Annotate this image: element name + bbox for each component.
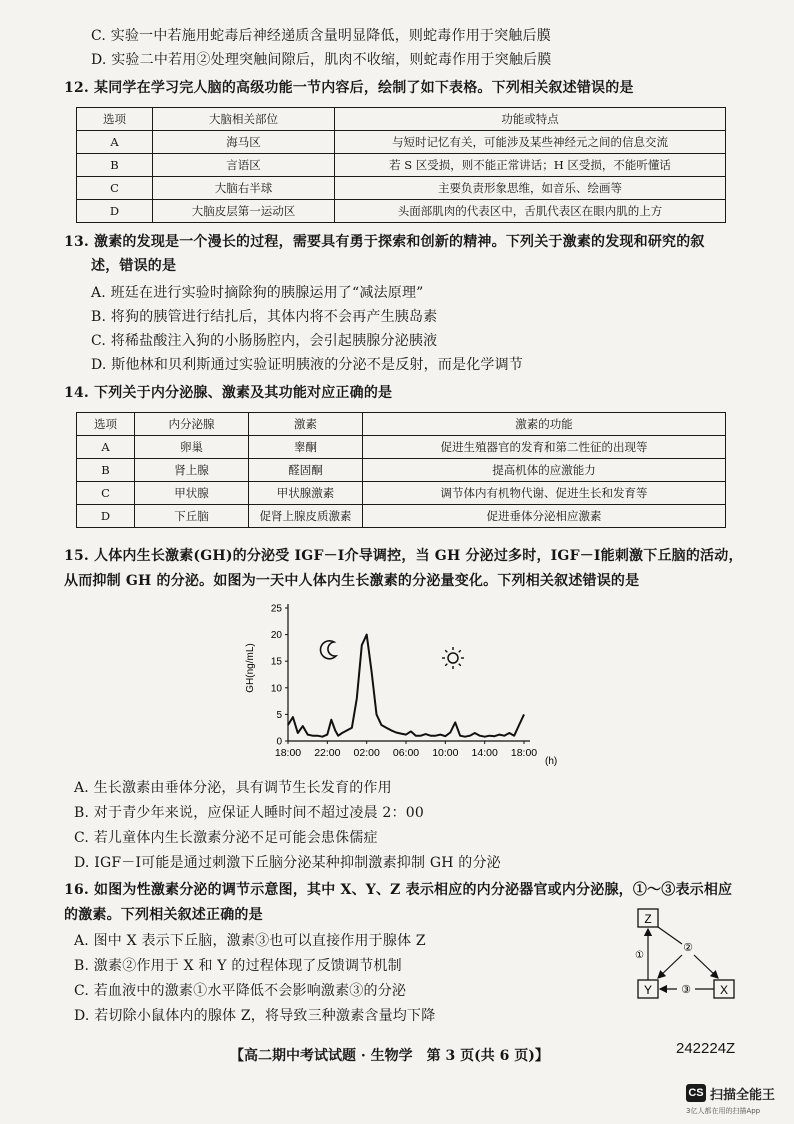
table-cell: C [77,177,153,200]
table-header: 激素的功能 [363,413,726,436]
table-row [77,177,726,200]
page-footer: 【高二期中考试试题 · 生物学 第 3 页(共 6 页)】 [230,1048,549,1064]
chart-axes [288,604,530,741]
x-tick-label: 06:00 [392,747,420,759]
q14-stem: 14. 下列关于内分泌腺、激素及其功能对应正确的是 [64,385,393,401]
table-cell: A [77,436,135,459]
x-tick-label: 18:00 [510,747,538,759]
table-row [77,154,726,177]
table-cell: 海马区 [153,131,335,154]
q11-option-c: C. 实验一中若施用蛇毒后神经递质含量明显降低，则蛇毒作用于突触后膜 [91,28,551,44]
table-cell: C [77,482,135,505]
gh-secretion-chart [240,598,570,770]
line-z-to-2 [658,927,682,944]
table-cell: 卵巢 [135,436,249,459]
table-cell: 主要负责形象思维，如音乐、绘画等 [335,177,726,200]
q15-option-b: B. 对于青少年来说，应保证人睡时间不超过凌晨 2：00 [74,805,424,821]
q13-option-b: B. 将狗的胰管进行结扎后，其体内将不会再产生胰岛素 [91,309,438,325]
x-tick-label: 10:00 [432,747,459,759]
table-row [77,200,726,223]
table-cell: B [77,459,135,482]
q16-option-b: B. 激素②作用于 X 和 Y 的过程体现了反馈调节机制 [74,958,402,974]
q16-option-d: D. 若切除小鼠体内的腺体 Z，将导致三种激素含量均下降 [74,1008,436,1024]
table-cell: 促进生殖器官的发育和第二性征的出现等 [363,436,726,459]
q13-option-d: D. 斯他林和贝利斯通过实验证明胰液的分泌不是反射，而是化学调节 [91,357,524,373]
q11-option-d: D. 实验二中若用②处理突触间隙后，肌肉不收缩，则蛇毒作用于突触后膜 [91,52,552,68]
table-cell: 头面部肌肉的代表区中，舌肌代表区在眼内肌的上方 [335,200,726,223]
x-tick-label: 02:00 [353,747,380,759]
table-cell: 醛固酮 [249,459,363,482]
q16-option-a: A. 图中 X 表示下丘脑，激素③也可以直接作用于腺体 Z [74,933,426,949]
q13-option-a: A. 班廷在进行实验时摘除狗的胰腺运用了“减法原理” [91,285,424,301]
node-x-label: X [719,983,729,997]
exam-code: 242224Z [676,1040,736,1057]
table-cell: 若 S 区受损，则不能正常讲话；H 区受损，不能听懂话 [335,154,726,177]
table-cell: 睾酮 [249,436,363,459]
q16-option-c: C. 若血液中的激素①水平降低不会影响激素③的分泌 [74,983,407,999]
table-header: 选项 [77,108,153,131]
table-cell: D [77,505,135,528]
x-axis-unit: (h) [545,756,558,767]
x-tick-label: 22:00 [314,747,341,759]
table-row [77,459,726,482]
y-tick-label: 25 [270,603,282,615]
hormone-3-label: ③ [681,984,691,996]
gh-curve [288,635,524,737]
q15-option-a: A. 生长激素由垂体分泌，具有调节生长发育的作用 [74,780,392,796]
table-cell: D [77,200,153,223]
y-tick-label: 0 [276,736,282,748]
arrow-2-to-y [658,955,682,978]
q12-table [76,107,726,223]
table-cell: 促进垂体分泌相应激素 [363,505,726,528]
table-cell: 甲状腺激素 [249,482,363,505]
table-cell: B [77,154,153,177]
sun-icon [442,647,464,669]
q16-stem-line1: 16. 如图为性激素分泌的调节示意图，其中 X、Y、Z 表示相应的内分泌器官或内分泌腺，①～③表示相应 [64,882,733,898]
q13-stem-line1: 13. 激素的发现是一个漫长的过程，需要具有勇于探索和创新的精神。下列关于激素的发现和研究的叙 [64,234,705,250]
table-header: 大脑相关部位 [153,108,335,131]
table-row [77,505,726,528]
table-cell: 大脑右半球 [153,177,335,200]
x-tick-label: 14:00 [471,747,498,759]
arrow-2-to-x [694,955,718,978]
table-cell: 提高机体的应激能力 [363,459,726,482]
y-tick-label: 15 [270,656,282,668]
table-cell: 大脑皮层第一运动区 [153,200,335,223]
q15-stem-line2: 从而抑制 GH 的分泌。如图为一天中人体内生长激素的分泌量变化。下列相关叙述错误的是 [64,573,640,589]
q15-stem-line1: 15. 人体内生长激素(GH)的分泌受 IGF－Ⅰ介导调控，当 GH 分泌过多时，IGF－Ⅰ能刺激下丘脑的活动， [64,548,743,564]
table-header: 内分泌腺 [135,413,249,436]
q12-stem: 12. 某同学在学习完人脑的高级功能一节内容后，绘制了如下表格。下列相关叙述错误的是 [64,80,634,96]
table-header: 激素 [249,413,363,436]
table-cell: 甲状腺 [135,482,249,505]
table-row [77,436,726,459]
scanner-logo-icon: CS [686,1084,706,1102]
node-z-label: Z [644,912,652,926]
y-axis-label: GH(ng/mL) [245,643,256,693]
y-tick-label: 5 [276,709,282,721]
hormone-2-label: ② [683,942,693,954]
table-row [77,482,726,505]
hormone-regulation-diagram [620,900,750,1005]
q14-table [76,412,726,528]
table-cell: 调节体内有机物代谢、促进生长和发育等 [363,482,726,505]
q15-option-d: D. IGF－Ⅰ可能是通过刺激下丘脑分泌某种抑制激素抑制 GH 的分泌 [74,855,501,871]
table-cell: A [77,131,153,154]
moon-icon [320,641,336,659]
table-cell: 促肾上腺皮质激素 [249,505,363,528]
table-header: 功能或特点 [335,108,726,131]
q16-stem-line2: 的激素。下列相关叙述正确的是 [64,907,263,923]
hormone-1-label: ① [635,950,644,961]
x-tick-label: 18:00 [274,747,302,759]
table-cell: 肾上腺 [135,459,249,482]
node-y-label: Y [643,983,653,997]
table-cell: 下丘脑 [135,505,249,528]
table-row [77,131,726,154]
table-cell: 言语区 [153,154,335,177]
q13-stem-line2: 述，错误的是 [91,258,177,274]
q15-option-c: C. 若儿童体内生长激素分泌不足可能会患侏儒症 [74,830,378,846]
q13-option-c: C. 将稀盐酸注入狗的小肠肠腔内，会引起胰腺分泌胰液 [91,333,438,349]
y-tick-label: 10 [270,683,282,695]
scanner-title: 扫描全能王 [710,1088,776,1103]
table-cell: 与短时记忆有关，可能涉及某些神经元之间的信息交流 [335,131,726,154]
table-header: 选项 [77,413,135,436]
y-tick-label: 20 [270,630,282,642]
scanner-subtitle: 3亿人都在用的扫描App [686,1107,761,1115]
scanner-watermark [686,1082,794,1120]
